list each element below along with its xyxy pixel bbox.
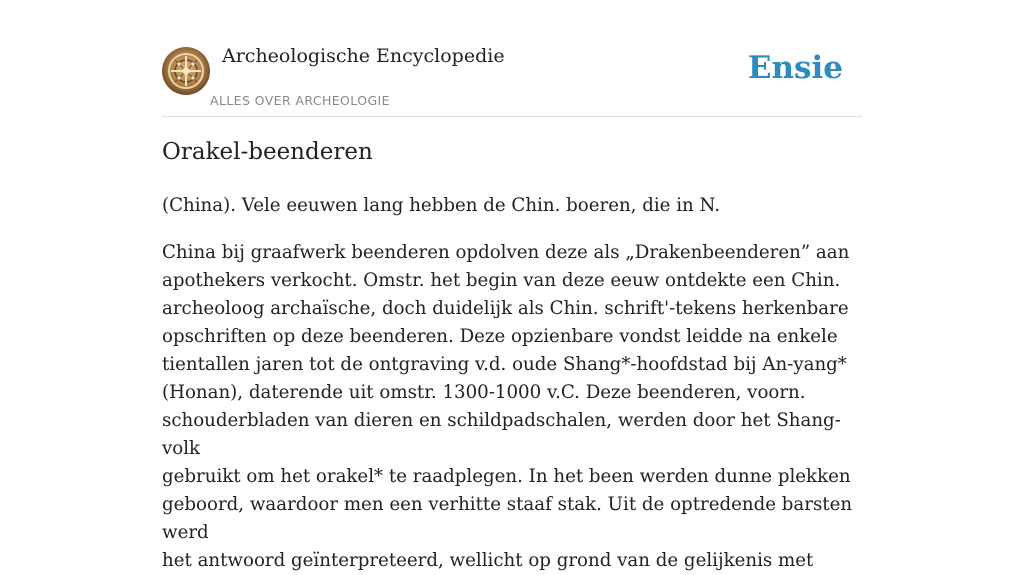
entry-body <box>162 192 862 575</box>
page <box>162 0 862 571</box>
archaeology-logo-icon[interactable] <box>162 47 210 95</box>
text-line: schouderbladen van dieren en schildpadschalen, werden door het Shang-volk <box>162 410 841 459</box>
entry-paragraph <box>162 239 862 575</box>
entry-intro: (China). Vele eeuwen lang hebben de Chin. boeren, die in N. <box>162 195 721 216</box>
text-line: (Honan), daterende uit omstr. 1300-1000 v.C. Deze beenderen, voorn. <box>162 382 806 403</box>
site-title[interactable]: Archeologische Encyclopedie <box>222 45 505 67</box>
text-line: tientallen jaren tot de ontgraving v.d. oude Shang*-hoofdstad bij An-yang* <box>162 354 847 375</box>
site-header <box>162 0 862 117</box>
page-title: Orakel-beenderen <box>162 139 373 165</box>
text-line: apothekers verkocht. Omstr. het begin van deze eeuw ontdekte een Chin. <box>162 270 841 291</box>
text-line: archeoloog archaïsche, doch duidelijk als Chin. schrift'-tekens herkenbare <box>162 298 849 319</box>
text-line: opschriften op deze beenderen. Deze opzienbare vondst leidde na enkele <box>162 326 838 347</box>
text-line: geboord, waardoor men een verhitte staaf stak. Uit de optredende barsten werd <box>162 494 853 543</box>
site-subtitle: ALLES OVER ARCHEOLOGIE <box>210 93 390 108</box>
text-line: China bij graafwerk beenderen opdolven deze als „Drakenbeenderen” aan <box>162 242 850 263</box>
brand-logo-link[interactable]: Ensie <box>747 50 843 86</box>
text-line: gebruikt om het orakel* te raadplegen. In het been werden dunne plekken <box>162 466 851 487</box>
text-line: het antwoord geïnterpreteerd, wellicht op grond van de gelijkenis met <box>162 550 814 571</box>
